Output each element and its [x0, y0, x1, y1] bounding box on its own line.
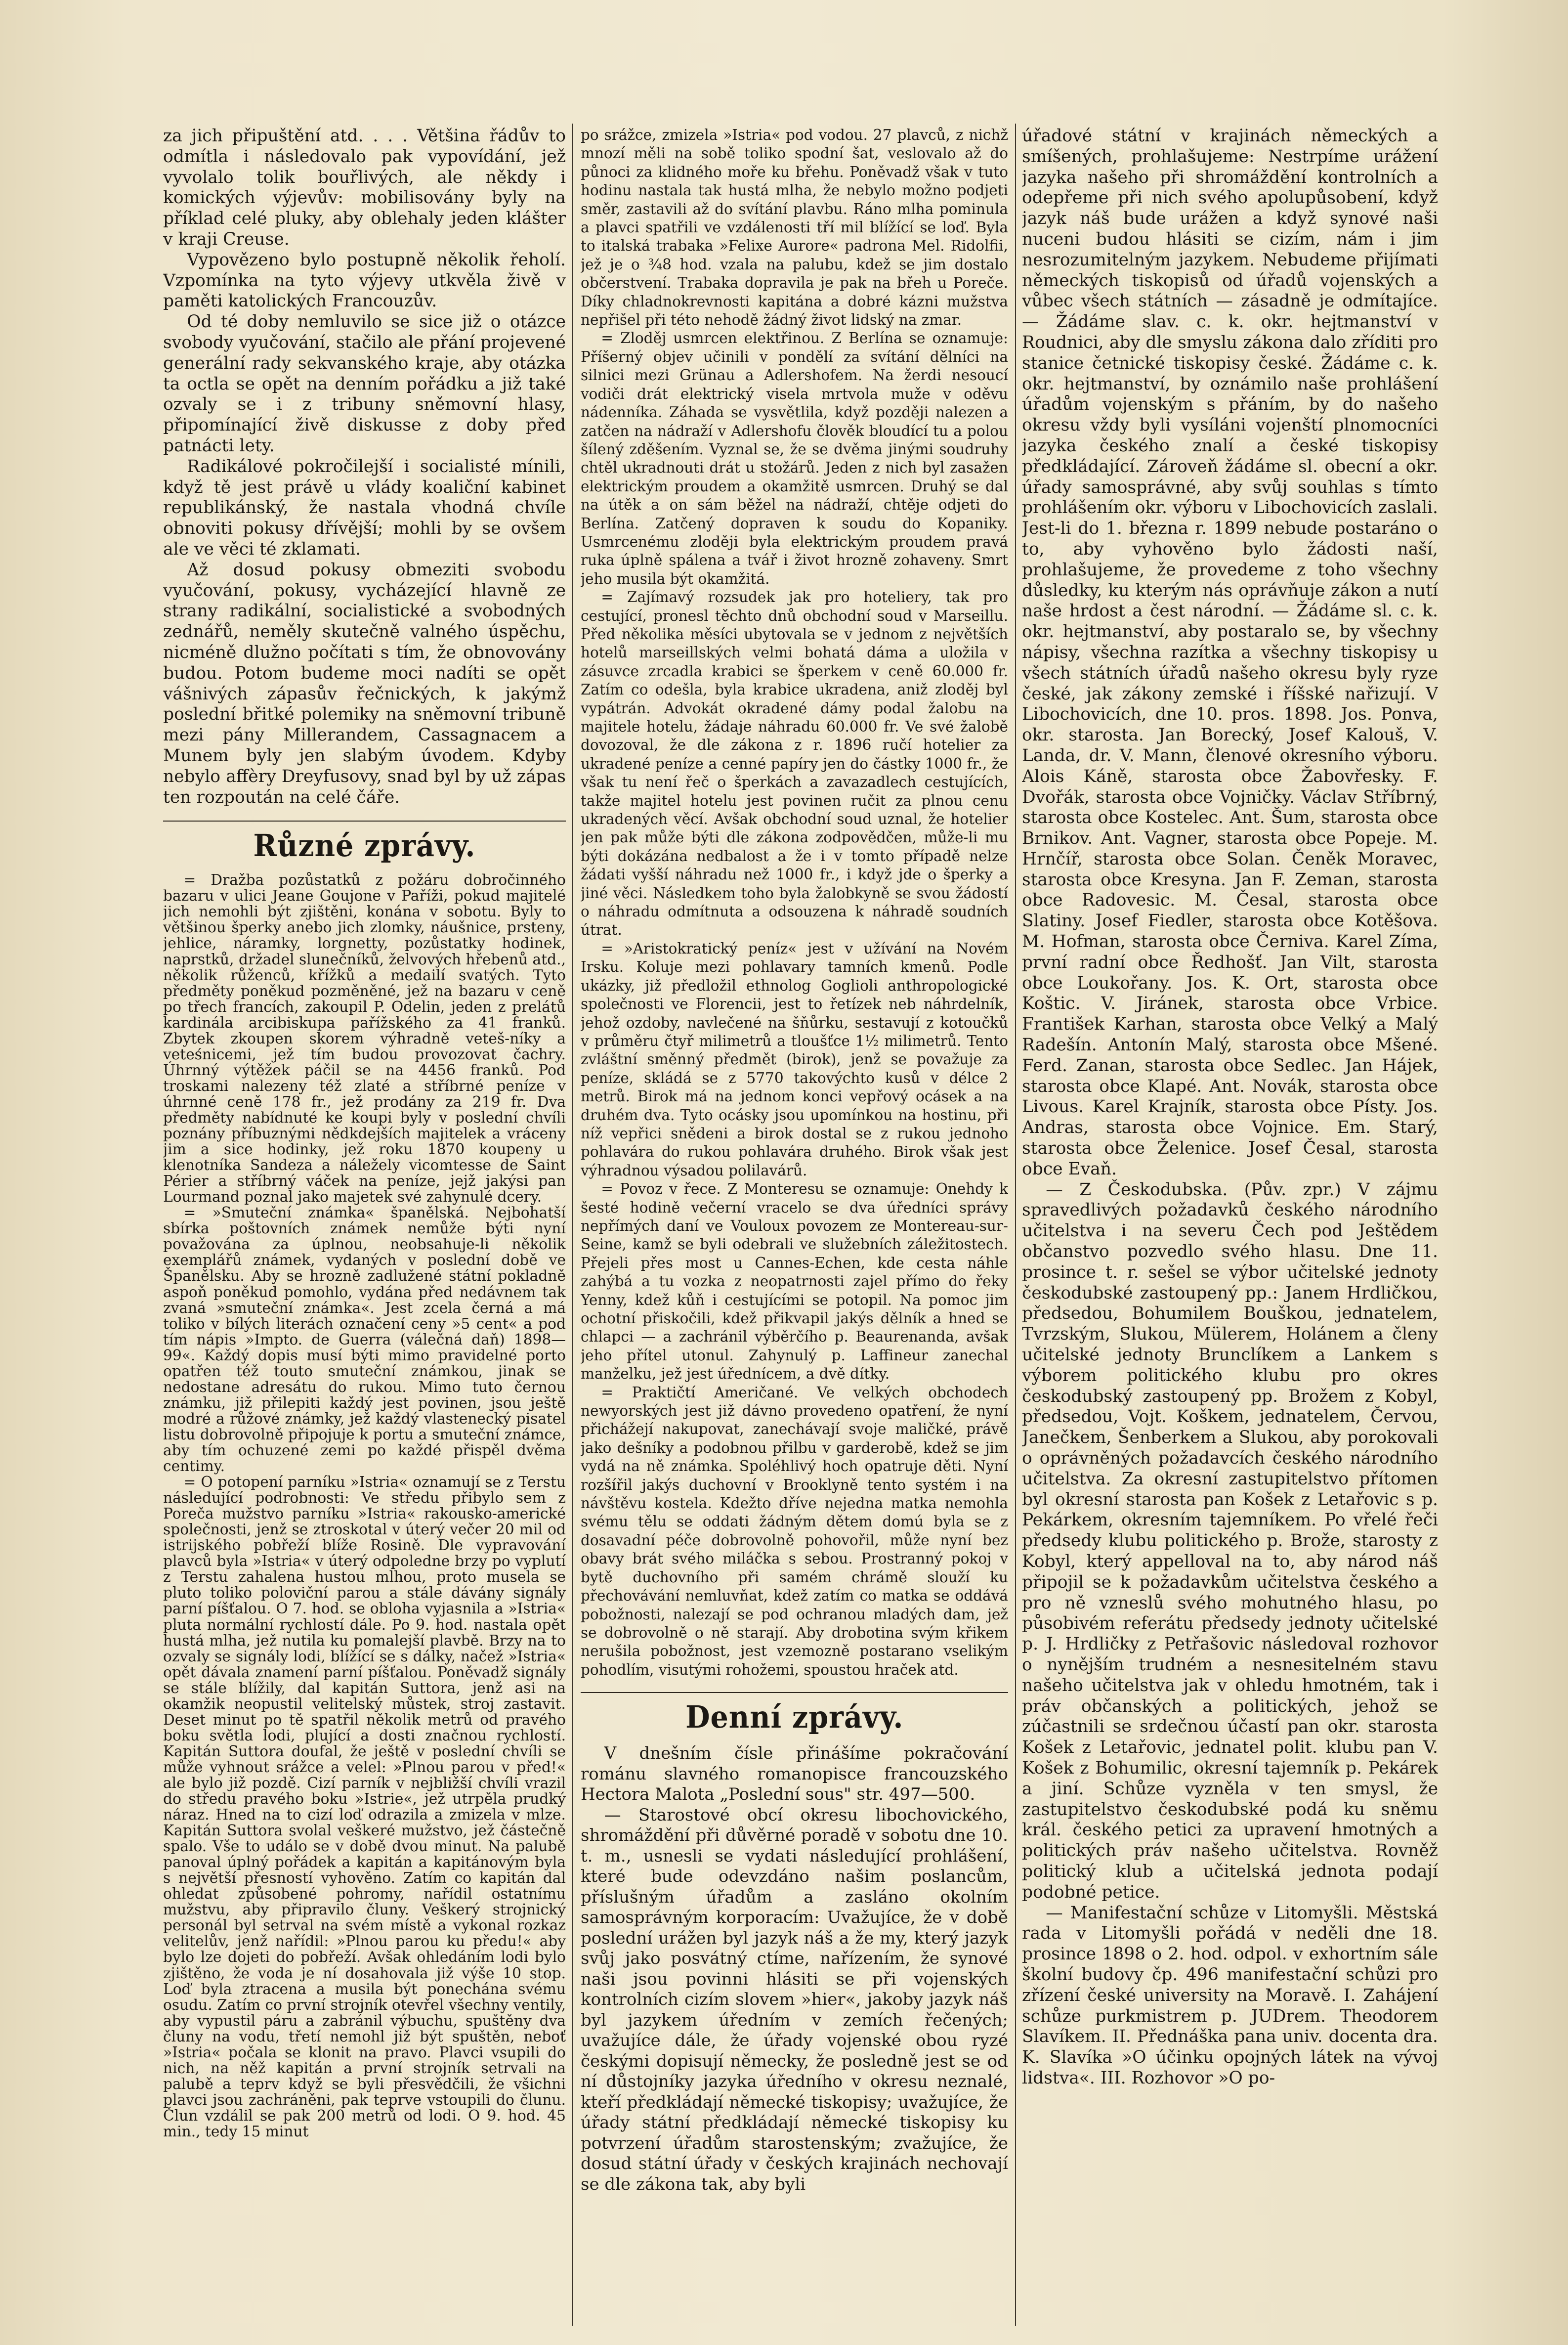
- column-rule-right: [1015, 124, 1016, 2326]
- article-paragraph: V dnešním čísle přinášíme pokračování románu slavného romanopisce francouzského Hectora Malota „Poslední sous" str. 497—500.: [581, 1743, 1008, 1805]
- news-item: = »Aristokratický peníz« jest v užívání na Novém Irsku. Koluje mezi pohlavary tamních kmenů. Podle ukázky, již předložil ethnolog Goglioli anthropologické společnosti ve Florencii, jest to řetízek neb náhrdelník, jehož ozdoby, navlečené na šňůrku, sestavují z kotoučků v průměru čtyř milimetrů a tloušťce 1½ milimetrů. Tento zvláštní směnný předmět (birok), jenž se považuje za peníze, skládá se z 5770 takovýchto kusů v délce 2 metrů. Birok má na jednom konci vepřový ocásek a na druhém dva. Tyto ocásky jsou upomínkou na hostinu, při níž vepřici snědeni a birok dostal se z rukou jednoho pohlavára do rukou pohlavára druhého. Birok však jest výhradnou výsadou polilavárů.: [581, 940, 1008, 1179]
- column-middle: [581, 126, 1008, 2321]
- section-rule: [163, 821, 566, 822]
- article-paragraph: — Starostové obcí okresu libochovického, shromáždění při důvěrné poradě v sobotu dne 10. t. m., usnesli se vydati následující prohlášení, které bude odevzdáno našim poslancům, příslušným úřadům a zasláno okolním samosprávným korporacím: Uvažujíce, že v době poslední urážen byl jazyk náš a že my, který jazyk svůj jako posvátný ctíme, nařízením, že synové naši jsou povinni hlásiti se při vojenských kontrolních cizím slovem »hier«, jakoby jazyk náš byl jazykem úředním v zemích řečených; uvažujíce dále, že úřady vojenské obou ryzé českými dopisují německy, že posledně jest se od ní důstojníky jazyka úředního v okresu neznalé, kteří předkládají německé tiskopisy; uvažujíce, že úřady státní předkládají německé tiskopisy ku potvrzení úřadům starostenským; zvažujíce, že dosud státní úřady v českých krajinách nechovají se dle zákona tak, aby byli: [581, 1805, 1008, 2194]
- article-paragraph: — Z Českodubska. (Pův. zpr.) V zájmu spravedlivých požadavků českého národního učitelstva i na severu Čech pod Ještědem občanstvo pozvedlo svého hlasu. Dne 11. prosince t. r. sešel se výbor učitelské jednoty českodubské zastoupený pp.: Janem Hrdličkou, předsedou, Bohumilem Bouškou, jednatelem, Tvrzským, Slukou, Mülerem, Holánem a členy učitelské jednoty Brunclíkem a Lankem s výborem politického klubu pro okres českodubský zastoupený pp. Brožem z Kobyl, předsedou, Vojt. Koškem, jednatelem, Červou, Janečkem, Šenberkem a Slukou, aby porokovali o oprávněných požadavcích českého národního učitelstva. Za okresní zastupitelstvo přítomen byl okresní starosta pan Košek z Letařovic s p. Pekárkem, okresním tajemníkem. Po vřelé řeči předsedy klubu politického p. Brože, starosty z Kobyl, který appelloval na to, aby národ náš připojil se k požadavkům učitelstva českého a pro ně vzneslů svého mohutného hlasu, po působivém referátu předsedy jednoty učitelské p. J. Hrdličky z Petřašovic následoval rozhovor o nynějším trudném a nesnesitelném stavu našeho učitelstva jak v ohledu hmotném, tak i práv občanských a politických, jehož se zúčastnili se srdečnou účastí pan okr. starosta Košek z Letařovic, jednatel polit. klubu pan V. Košek z Bohumilic, okresní tajemník p. Pekárek a jiní. Schůze vyzněla v ten smysl, že zastupitelstvo českodubské podá ku sněmu král. českého petici za upravení hmotných a politických práv našeho učitelstva. Rovněž politický klub a učitelská jednota podají podobné petice.: [1022, 1179, 1438, 1902]
- article-paragraph: Až dosud pokusy obmeziti svobodu vyučování, pokusy, vycházející hlavně ze strany radikální, socialistické a svobodných zednářů, neměly skutečně valného úspěchu, nicméně dlužno počítati s tím, že obnovovány budou. Potom budeme moci nadíti se opět vášnivých zápasův řečnických, k jakýmž poslední břitké polemiky na sněmovní tribuně mezi pány Millerandem, Cassagnacem a Munem byly jen slabým úvodem. Kdyby nebylo affèry Dreyfusovy, snad byl by už zápas ten rozpoután na celé čáře.: [163, 560, 566, 807]
- news-item: po srážce, zmizela »Istria« pod vodou. 27 plavců, z nichž mnozí měli na sobě toliko spodní šat, veslovalo až do půnoci za klidného moře ku břehu. Poněvadž však v tuto hodinu nastala tak hustá mlha, že nebylo možno podjeti směr, zastavili až do svítání plavbu. Ráno mlha pominula a plavci spatřili ve vzdálenosti tří mil blížící se loď. Byla to italská trabaka »Felixe Aurore« padrona Mel. Ridolfii, jež je o ¾8 hod. vzala na palubu, kdež se jim dostalo občerstvení. Trabaka dopravila je pak na břeh u Poreče. Díky chladnokrevnosti kapitána a dobré kázni mužstva nepřišel při této nehodě žádný život lidský na zmar.: [581, 127, 1008, 329]
- news-item: = Dražba pozůstatků z požáru dobročinného bazaru v ulici Jeane Goujone v Paříži, pokud majitelé jich nemohli být zjištěni, konána v sobotu. Byly to většinou šperky anebo jich zlomky, náušnice, prsteny, jehlice, náramky, lorgnetty, pozůstatky hodinek, naprstků, držadel slunečníků, želvových hřebenů atd., několik růženců, křížků a medailí svatých. Tyto předměty poněkud pozměněné, jež na bazaru v ceně po třech francích, zakoupil P. Odelin, jeden z prelátů kardinála arcibiskupa pařížského za 41 franků. Zbytek zkoupen skorem výhradně veteš-níky a veteśnicemi, jež tím budou provozovat čachry. Úhrnný výtěžek páčil se na 4456 franků. Pod troskami nalezeny též zlaté a stříbrné peníze v úhrnné ceně 178 fr., jež prodány za 219 fr. Dva předměty nabídnuté ke koupi byly v poslední chvíli poznány příbuznými nědkdejších majitelek a vráceny jim a sice hodinky, jež roku 1870 koupeny u klenotníka Sandeza a náležely vicomtesse de Saint Périer a stříbrný váček na peníze, jejž jakýsi pan Lourmand poznal jako majetek své zahynulé dcery.: [163, 871, 566, 1206]
- article-paragraph: — Manifestační schůze v Litomyšli. Městská rada v Litomyšli pořádá v neděli dne 18. prosince 1898 o 2. hod. odpol. v exhortním sále školní budovy čp. 496 manifestační schůzi pro zřízení české university na Moravě. I. Zahájení schůze purkmistrem p. JUDrem. Theodorem Slavíkem. II. Přednáška pana univ. docenta dra. K. Slavíka »O účinku opojných látek na vývoj lidstva«. III. Rozhovor »O po-: [1022, 1903, 1438, 2088]
- news-item: = »Smuteční známka« španělská. Nejbohatší sbírka poštovních známek nemůže býti nyní považována za úplnou, neobsahuje-li několik exemplářů známek, vydaných v poslední době ve Španělsku. Aby se hrozně zadlužené státní pokladně aspoň poněkud pomohlo, vydána před nedávnem tak zvaná »smuteční známka«. Jest zcela černá a má toliko v bílých literách označení ceny »5 cent« a pod tím nápis »Impto. de Guerra (válečná daň) 1898—99«. Každý dopis musí býti mimo pravidelné porto opatřen též touto smuteční známkou, jinak se nedostane adresátu do rukou. Mimo tuto černou známku, již přilepiti každý jest povinen, jsou ještě modré a růžové známky, jež každý vlastenecký pisatel listu dobrovolně připojuje k portu a smuteční známce, aby tím ochuzené zemi po každé přispěl dvěma centimy.: [163, 1204, 566, 1475]
- article-paragraph: Vypovězeno bylo postupně několik řeholí. Vzpomínka na tyto výjevy utkvěla živě v paměti katolických Francouzův.: [163, 250, 566, 311]
- article-paragraph: za jich připuštění atd. . . . Většina řádův to odmítla i následovalo pak vypovídání, jež vyvolalo tolik bouřlivých, ale někdy i komických výjevův: mobilisovány byly na příklad celé pluky, aby oblehaly jeden klášter v kraji Creuse.: [163, 126, 566, 249]
- section-title: Různé zprávy.: [253, 827, 476, 864]
- section-heading-denni-zpravy: [581, 1692, 1008, 1735]
- column-left: [163, 126, 566, 2321]
- news-item: = O potopení parníku »Istria« oznamují se z Terstu následující podrobnosti: Ve středu přibylo sem z Poreča mužstvo parníku »Istria« rakousko-americké společnosti, jenž se ztroskotal v úterý večer 20 mil od istrijského pobřeží blíže Rosině. Dle vypravování plavců byla »Istria« v úterý odpoledne brzy po vyplutí z Terstu zahalena hustou mlhou, proto musela se pluto toliko poloviční parou a stále dávány signály parní píšťalou. O 7. hod. se oblohа vyjasnila a »Istria« pluta normální rychlostí dále. Po 9. hod. nastala opět hustá mlha, jež nutila ku pomalejší plavbě. Brzy na to ozvaly se signály lodi, blížící se s dálky, načež »Istria« opět dávala znamení parní píšťalou. Poněvadž signály se stále blížily, dal kapitán Suttora, jenž asi na okamžik neopustil velitelský můstek, stroj zastavit. Deset minut po tě spatřil několik metrů od pravého boku světla lodi, plující a dosti značnou rychlostí. Kapitán Suttora doufal, že ještě v poslední chvíli se může vyhnout srážce a velel: »Plnou parou v před!« ale bylo již pozdě. Cizí parník v nejbližší chvíli vrazil do středu pravého boku »Istrie«, jež utrpěla prudký náraz. Hned na to cizí loď odrazila a zmizela v mlze. Kapitán Suttora svolal veškeré mužstvo, jež částečně spalo. Vše to událo se v době dvou minut. Na palubě panoval úplný pořádek a kapitán a kapitánovým byla s největší přesností vyhověno. Zatím co kapitán dal ohledat způsobené pohromy, nařídil ostatnímu mužstvu, aby připravilo čluny. Veškerý strojnický personál byl setrval na svém místě a vykonal rozkaz velitelův, jenž nařídil: »Plnou parou ku předu!« aby bylo lze dojeti do pobřeží. Avšak ohledáním lodi bylo zjištěno, že voda je ní dosahovala již výše 10 stop. Loď byla ztracena a musila být ponechána svému osudu. Zatím co první strojník otevřel všechny ventily, aby vypustil páru a zabránil výbuchu, spuštěny dva čluny na vodu, třetí nemohl již být spuštěn, neboť »Istria« počala se klonit na pravo. Plavci vsupili do nich, na něž kapitán a první strojník setrvali na palubě a teprv když se byli přesvědčili, že všichni plavci jsou zachráněni, pak teprve vstoupili do člunu. Člun vzdálil se pak 200 metrů od lodi. O 9. hod. 45 min., tedy 15 minut: [163, 1473, 566, 2140]
- news-item: = Povoz v řece. Z Monteresu se oznamuje: Onehdy k šesté hodině večerní vracelo se dva úředníci správy nepřímých daní ve Vouloux povozem ze Montereau-sur-Seine, kamž se byli odebrali ve služebních záležitostech. Přejeli přes most u Cannes-Echen, kde cesta náhle zahýbá a tu vozka z neopatrnosti zajel přímo do řeky Yenny, kdež kůň i cestujícími se potopil. Na pomoc jim ochotní přiskočili, kdež přikvapil jakýs dělník a hned se chlapci — a zachránil výběrčího p. Beaurenanda, avšak jeho přítel utonul. Zahynulý p. Laffineur zanechal manželku, jež jest úřednícem, a dvě dítky.: [581, 1180, 1008, 1383]
- news-item: = Praktičtí Američané. Ve velkých obchodech newyorských jest již dávno provedeno opatření, že nyní přichážejí nakupovat, zanechávají svoje maličké, právě jako dešníky a podobnou přilbu v garderobě, kdež se jim vydá na ně známka. Spoléhlivý hoch opatruje děti. Nyní rozšířil jakýs duchovní v Brooklyně tento systém i na návštěvu kostela. Kdežto dříve nejedna matka nemohla svému tělu se oddati žádným dětem domú byla se z dosavadní péče dobrovolně pohovořil, může nyní bez obavy brát svého miláčka s sebou. Prostranný pokoj v bytě duchovního při samém chrámě slouží ku přechovávání nemluvňat, kdež zatím co matka se oddává pobožnosti, nalezají se pod ochranou mladých dam, jež se dobrovolně o ně starají. Aby drobotina svým křikem nerušila pobožnost, jest vzemozně postarano vselikým pohodlím, visutými rohožemi, spoustou hraček atd.: [581, 1384, 1008, 1678]
- news-item: = Zloděj usmrcen elektřinou. Z Berlína se oznamuje: Příšerný objev učinili v pondělí za svítání dělníci na silnici mezi Grünau a Adlershofem. Na žerdi nesoucí vodiči drát elektrický visela mrtvola muže v oděvu nádenníka. Záhada se vysvětlila, když později nalezen a zatčen na nádraží v Adlershofu člověk bloudící tu a polou šílený zděšením. Vyznal se, že se dvěma jinými soudruhy chtěl ukradnouti drát u stožárů. Jeden z nich byl zasažen elektrickým proudem a okamžitě usmrcen. Druhý se dal na útěk a on sám běžel na nádraží, chtěje odjeti do Berlína. Zatčený dopraven k soudu do Kopaniky. Usmrcenému zloději byla elektrickým proudem pravá ruka úplně spálena a tvář i život hrozně zohaveny. Smrt jeho musila být okamžitá.: [581, 330, 1008, 587]
- section-heading-ruzne-zpravy: [163, 821, 566, 863]
- column-right: [1022, 126, 1438, 2321]
- section-title: Denní zprávy.: [685, 1699, 904, 1736]
- section-rule: [581, 1692, 1008, 1693]
- article-paragraph: Radikálové pokročilejší i socialisté mínili, když tě jest právě u vlády koaliční kabinet republikánský, že nastala vhodná chvíle obnoviti pokusy dřívější; mohli by se ovšem ale ve věci té zklamati.: [163, 456, 566, 559]
- article-paragraph: Od té doby nemluvilo se sice již o otázce svobody vyučování, stačilo ale přání projevené generální rady sekvanského kraje, aby otázka ta octla se opět na denním pořádku a již také ozvaly se i z tribuny sněmovní hlasy, připomínající živě diskusse z doby před patnácti lety.: [163, 312, 566, 456]
- article-paragraph: úřadové státní v krajinách německých a smíšených, prohlašujeme: Nestrpíme urážení jazyka našeho při shromáždění kontrolních a odepřeme při nich svého apolupůsobení, když jazyk náš bude urážen a když synové naši nuceni budou hlásiti se cizím, nám i jim nesrozumitelným jazykem. Nebudeme přijímati německých tiskopisů od úřadů vojenských a vůbec všech státních — zásadně je odmítajíce. — Žádáme slav. c. k. okr. hejtmanství v Roudnici, aby dle smyslu zákona dalo zříditi pro stanice četnické tiskopisy české. Žádáme c. k. okr. hejtmanství, by oznámilo naše prohlášení úřadům vojenským s přáním, by do našeho okresu vždy byli vysíláni vojenští plnomocníci jazyka českého znalí a české tiskopisy předkládající. Zároveň žádáme sl. obecní a okr. úřady samosprávné, aby svůj souhlas s tímto prohlášením okr. výboru v Libochovicích zaslali. Jest-li do 1. března r. 1899 nebude postaráno o to, aby vyhověno bylo žádosti naší, prohlašujeme, že provedeme z toho všechny důsledky, ku kterým nás oprávňuje zákon a nutí naše hrdost a čest národní. — Žádáme sl. c. k. okr. hejtmanství, aby postaralo se, by všechny nápisy, všechna razítka a všechny tiskopisy u všech státních úřadů našeho okresu byly ryze české, jak zákony zemské i říšské nařizují. V Libochovicích, dne 10. pros. 1898. Jos. Ponva, okr. starosta. Jan Borecký, Josef Kalouš, V. Landa, dr. V. Mann, členové okresního výboru. Alois Káně, starosta obce Žabovřesky. F. Dvořák, starosta obce Vojničky. Václav Stříbrný, starosta obce Kostelec. Ant. Šum, starosta obce Brnikov. Ant. Vagner, starosta obce Popeje. M. Hrnčíř, starosta obce Solan. Čeněk Moravec, starosta obce Kresyna. Jan F. Zeman, starosta obce Radovesic. M. Česal, starosta obce Slatiny. Josef Fiedler, starosta obce Kotěšova. M. Hofman, starosta obce Černiva. Karel Zíma, první radní obce Ředhošť. Jan Vilt, starosta obce Loukořany. Jos. K. Ort, starosta obce Koštic. V. Jiránek, starosta obce Vrbice. František Karhan, starosta obce Velký a Malý Radešín. Antonín Malý, starosta obce Mšené. Ferd. Zanan, starosta obce Sedlec. Jan Hájek, starosta obce Klapé. Ant. Novák, starosta obce Livous. Karel Krajník, starosta obce Písty. Jos. Andras, starosta obce Vojnice. Em. Starý, starosta obce Želenice. Josef Česal, starosta obce Evaň.: [1022, 126, 1438, 1179]
- column-rule-left: [572, 124, 573, 2326]
- news-item: = Zajímavý rozsudek jak pro hoteliery, tak pro cestující, pronesl těchto dnů obchodní soud v Marseillu. Před několika měsíci ubytovala se v jednom z největších hotelů marseillských velmi bohatá dáma a uložila v zásuvce zrcadla krabici se šperkem v ceně 60.000 fr. Zatím co odešla, byla krabice ukradena, aniž zloděj byl vypátrán. Advokát okradené dámy podal žalobu na majitele hotelu, žádaje náhradu 60.000 fr. Ve své žalobě dovozoval, že dle zákona z r. 1896 ručí hotelier za ukradené peníze a cenné papíry jen do částky 1000 fr., že však tu není řeč o šperkách a zavazadlech cestujících, takže majitel hotelu jest povinen ručit za plnou cenu ukradených věcí. Avšak obchodní soud uznal, že hotelier jen pak může býti dle zákona zodpovědčen, může-li mu býti dokázána nedbalost a že i v tomto případě nelze žádati vyšší náhradu než 1000 fr., i když jde o šperky a jiné věci. Následkem toho byla žalobkyně se svou žádostí o náhradu odmítnuta a odsouzena k náhradě soudních útrat.: [581, 589, 1008, 939]
